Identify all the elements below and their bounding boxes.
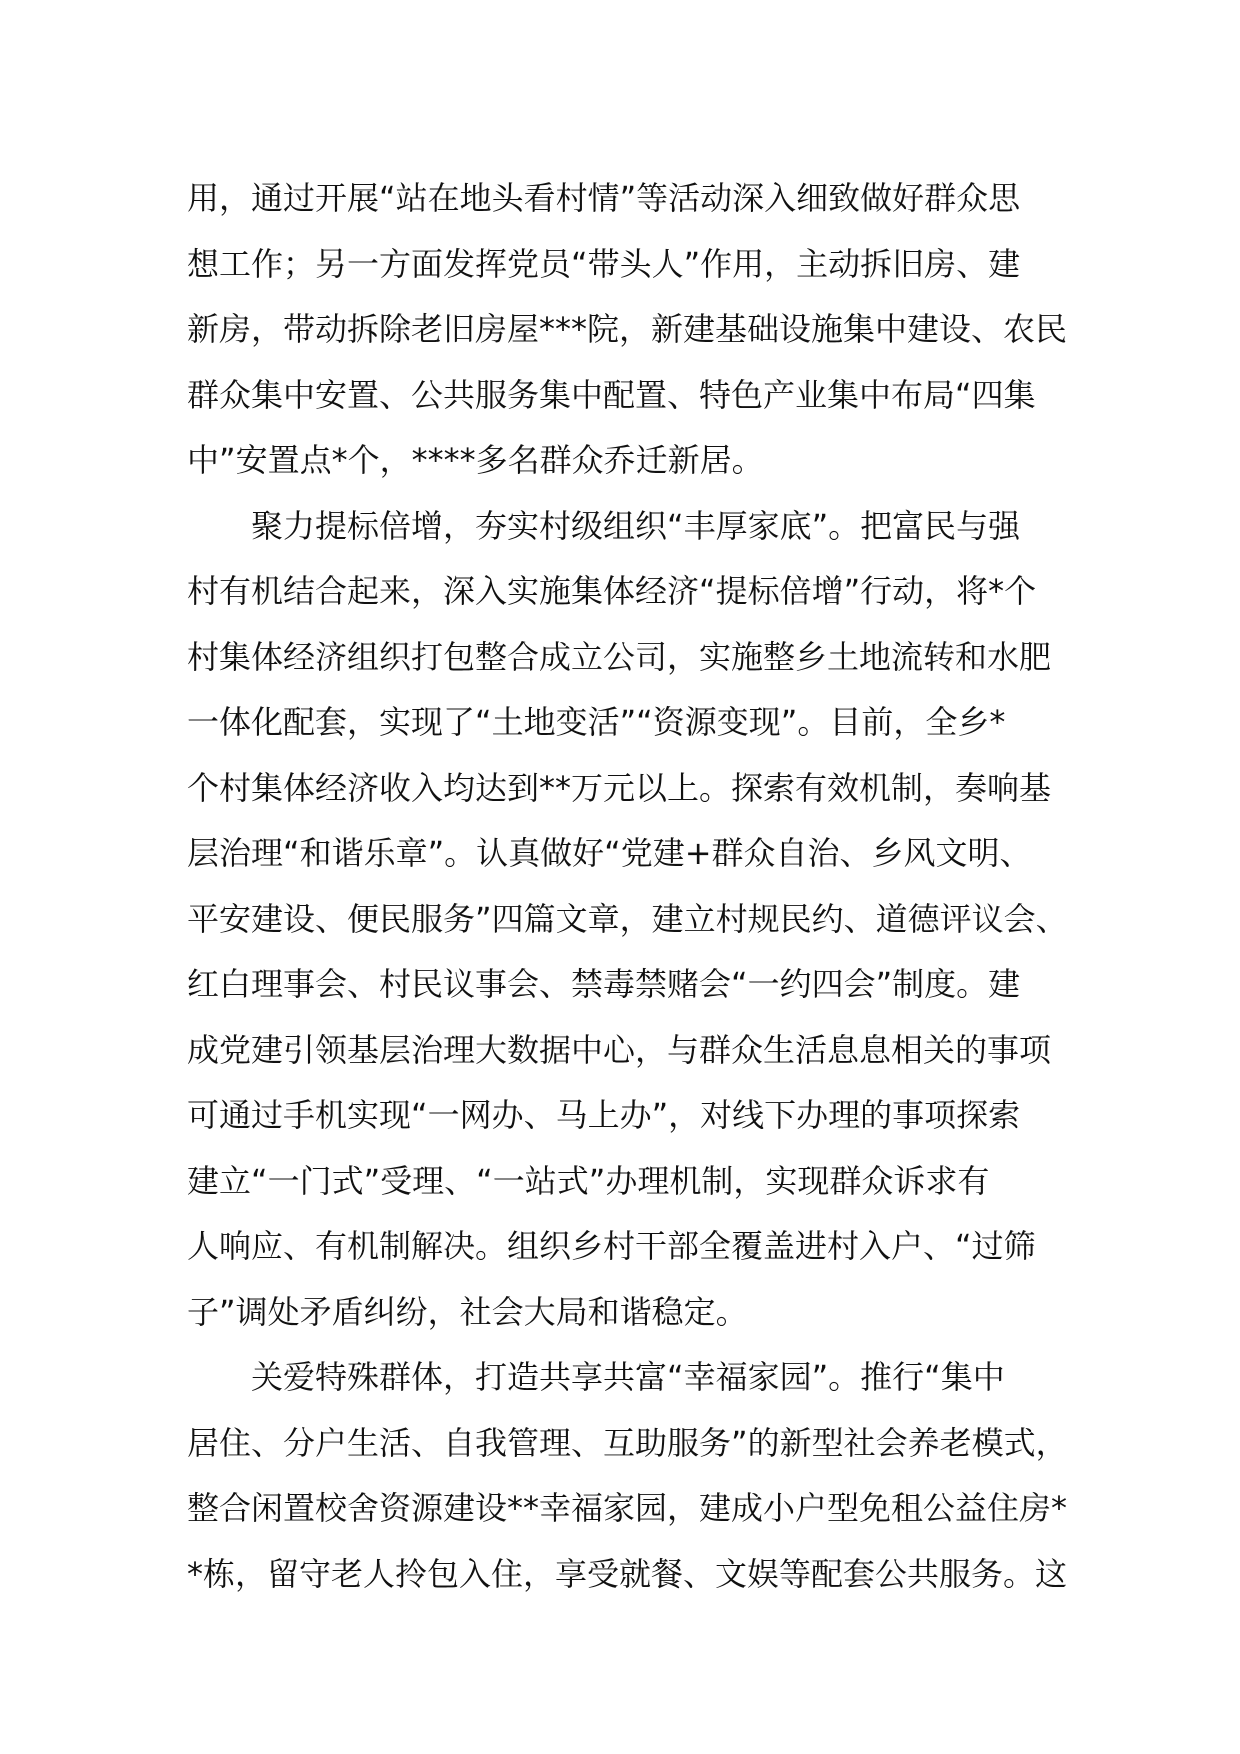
text-line: 用，通过开展“站在地头看村情”等活动深入细致做好群众思 xyxy=(187,179,1021,217)
text-line: *栋，留守老人拎包入住，享受就餐、文娱等配套公共服务。这 xyxy=(187,1554,1068,1593)
paragraph-start-line: 关爱特殊群体，打造共享共富“幸福家园”。推行“集中 xyxy=(251,1358,1005,1396)
text-line: 可通过手机实现“一网办、马上办”，对线下办理的事项探索 xyxy=(187,1096,1021,1134)
text-line: 中”安置点*个，****多名群众乔迁新居。 xyxy=(187,441,764,479)
text-line: 红白理事会、村民议事会、禁毒禁赌会“一约四会”制度。建 xyxy=(187,965,1021,1003)
paragraph-start-line: 聚力提标倍增，夯实村级组织“丰厚家底”。把富民与强 xyxy=(251,506,1021,545)
text-line: 村集体经济组织打包整合成立公司，实施整乡土地流转和水肥 xyxy=(187,637,1052,676)
text-line: 一体化配套，实现了“土地变活”“资源变现”。目前，全乡* xyxy=(187,703,1006,741)
text-line: 整合闲置校舍资源建设**幸福家园，建成小户型免租公益住房* xyxy=(187,1489,1068,1527)
body-text xyxy=(187,166,1087,1607)
text-line: 群众集中安置、公共服务集中配置、特色产业集中布局“四集 xyxy=(187,375,1036,414)
text-line: 成党建引领基层治理大数据中心，与群众生活息息相关的事项 xyxy=(187,1030,1052,1069)
text-line: 平安建设、便民服务”四篇文章，建立村规民约、道德评议会、 xyxy=(187,899,1068,938)
text-line: 人响应、有机制解决。组织乡村干部全覆盖进村入户、“过筛 xyxy=(187,1227,1036,1265)
text-line: 子”调处矛盾纠纷，社会大局和谐稳定。 xyxy=(187,1292,748,1331)
text-line: 建立“一门式”受理、“一站式”办理机制，实现群众诉求有 xyxy=(187,1161,990,1200)
text-line: 个村集体经济收入均达到**万元以上。探索有效机制，奏响基 xyxy=(187,768,1052,807)
text-line: 想工作；另一方面发挥党员“带头人”作用，主动拆旧房、建 xyxy=(187,244,1021,283)
text-line: 层治理“和谐乐章”。认真做好“党建+群众自治、乡风文明、 xyxy=(187,834,1032,872)
text-line: 居住、分户生活、自我管理、互助服务”的新型社会养老模式， xyxy=(187,1423,1068,1462)
text-line: 新房，带动拆除老旧房屋***院，新建基础设施集中建设、农民 xyxy=(187,310,1068,348)
text-line: 村有机结合起来，深入实施集体经济“提标倍增”行动，将*个 xyxy=(187,572,1037,610)
